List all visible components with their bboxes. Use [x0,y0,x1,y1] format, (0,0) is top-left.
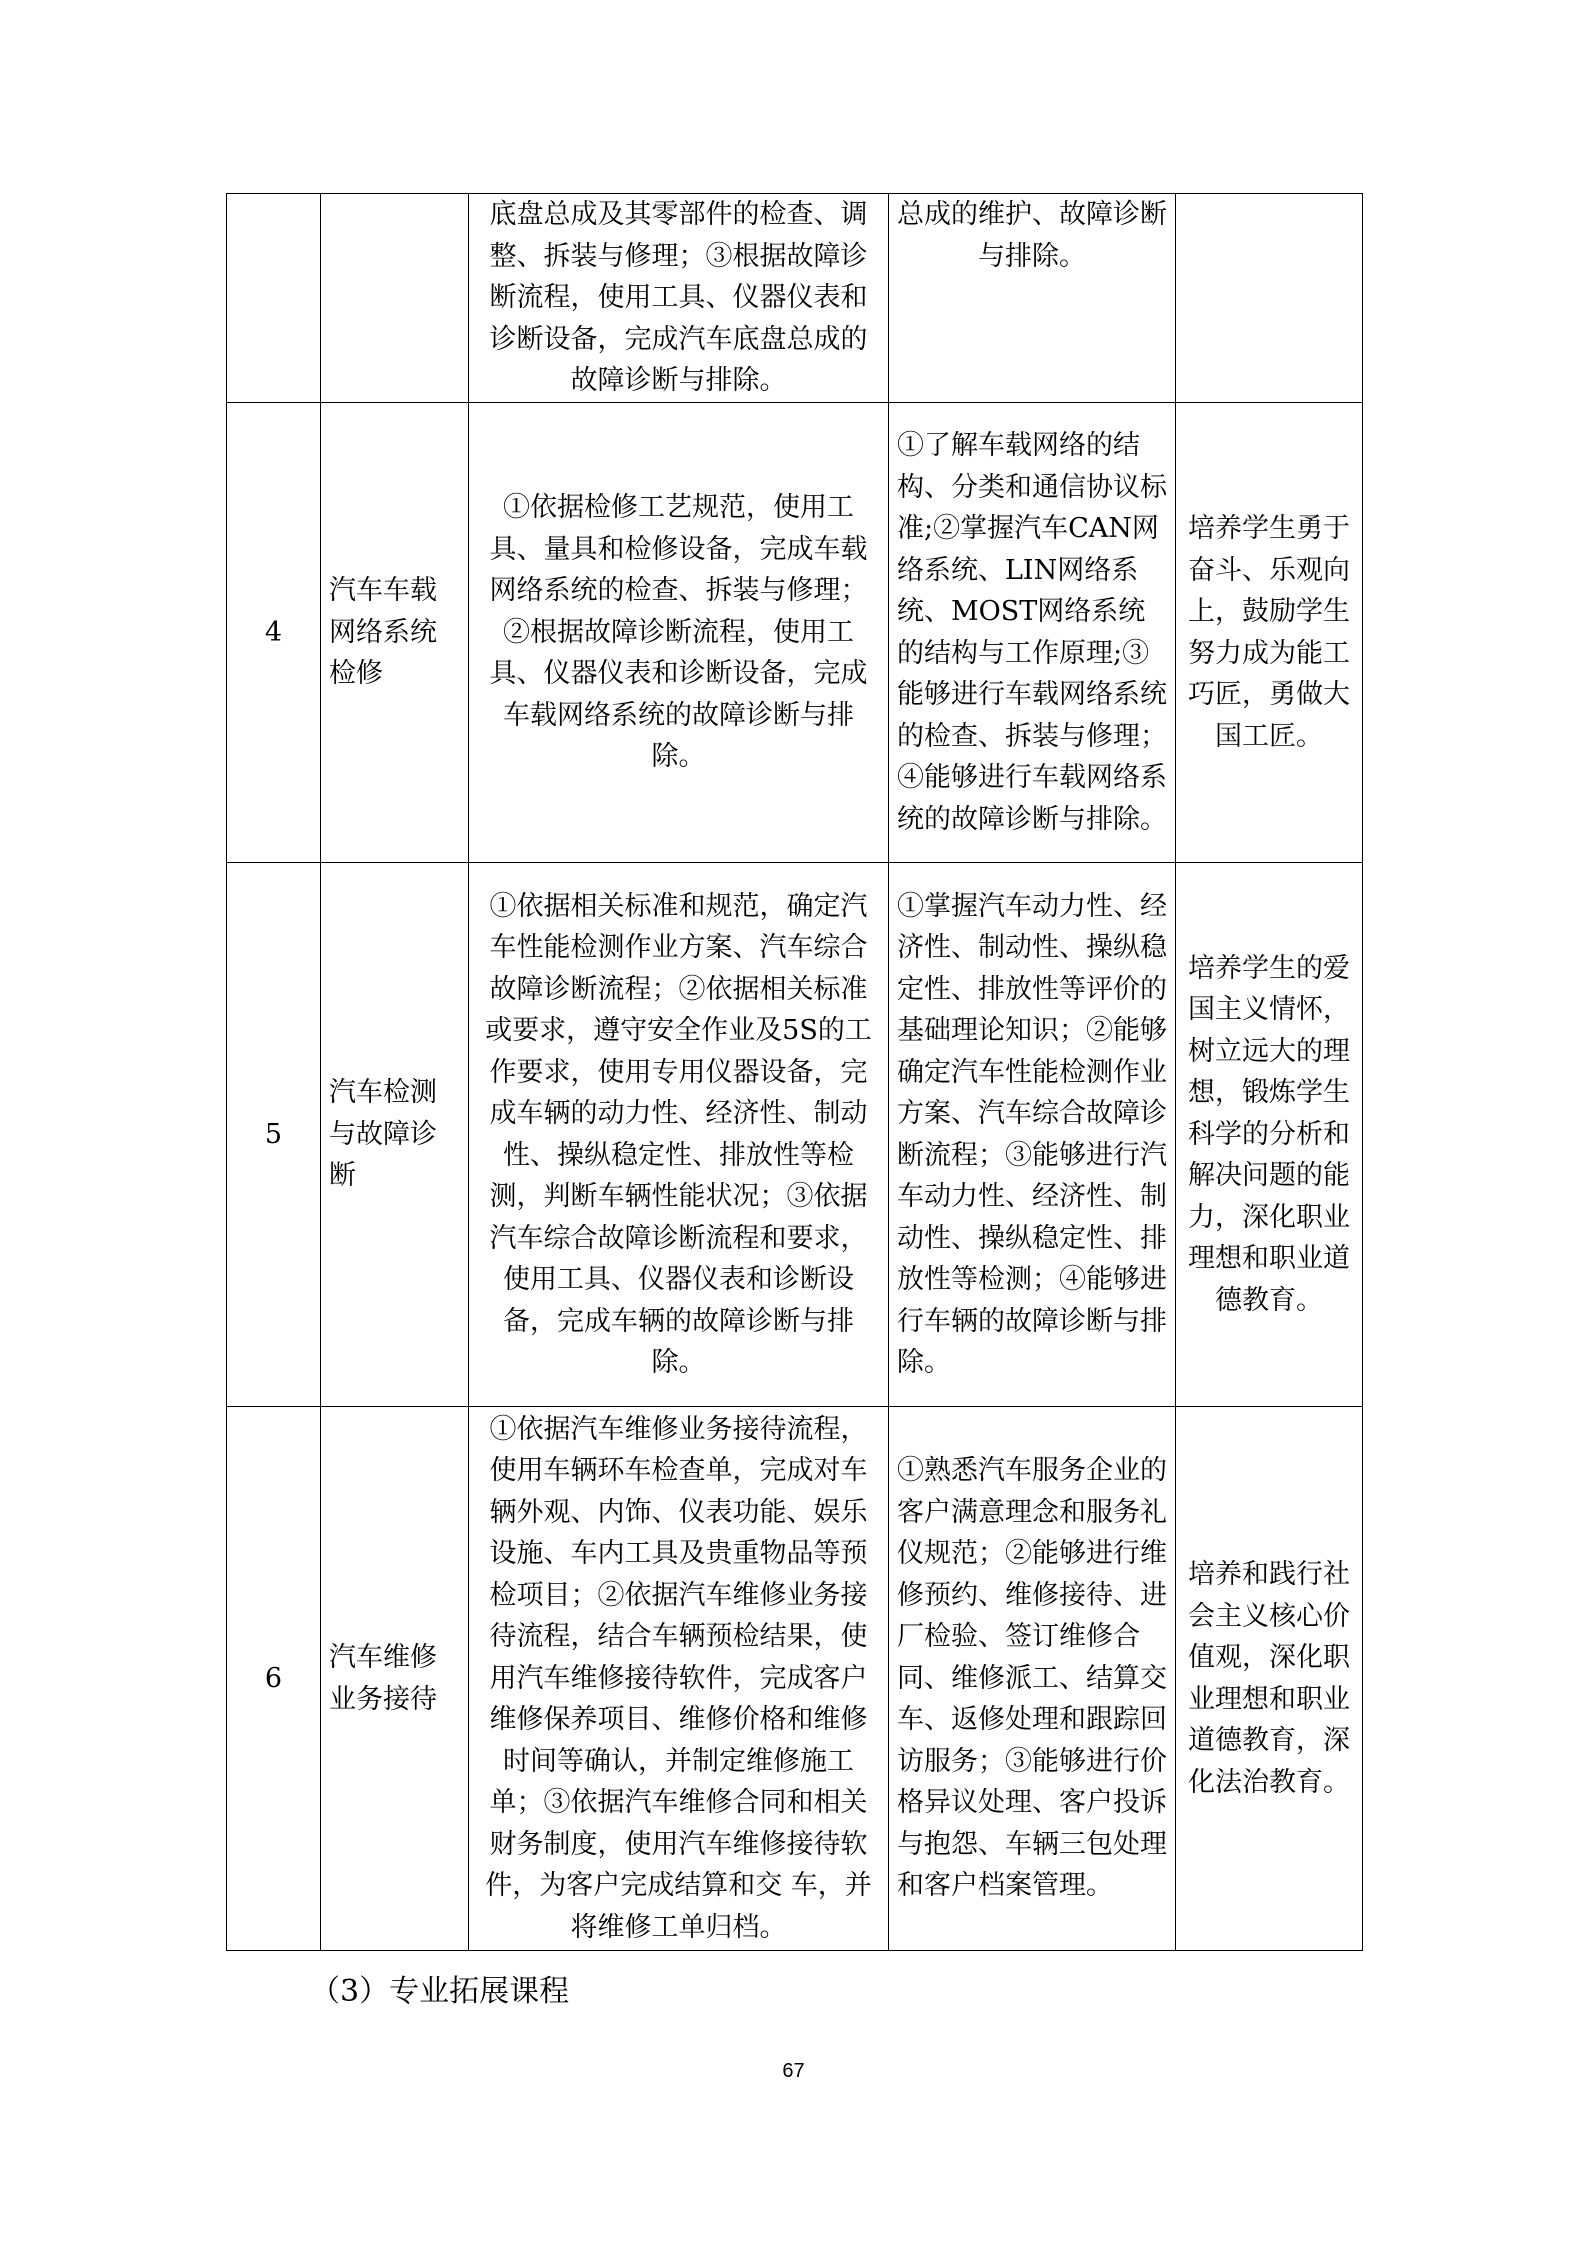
course-name-cell: 汽车检测与故障诊断 [321,863,469,1407]
section-heading: （3）专业拓展课程 [310,1974,570,2009]
course-index-cell [227,194,321,403]
typical-tasks-text: ①依据相关标准和规范，确定汽车性能检测作业方案、汽车综合故障诊断流程；②依据相关标准或要求，遵守安全作业及5S的工作要求，使用专用仪器设备，完成车辆的动力性、经济性、制动性、操纵稳定性、排放性等检测，判断车辆性能状况；③依据汽车综合故障诊断流程和要求，使用工具、仪器仪表和诊断设备，完成车辆的故障诊断与排除。 [485,890,872,1378]
course-index-cell: 5 [227,863,321,1407]
table-row [227,194,1363,403]
typical-tasks-cell [469,403,889,863]
knowledge-skills-text: ①了解车载网络的结构、分类和通信协议标准;②掌握汽车CAN网络系统、LIN网络系统、MOST网络系统的结构与工作原理;③能够进行车载网络系统的检查、拆装与修理；④能够进行车载网络系统的故障诊断与排除。 [897,430,1167,835]
typical-tasks-cell [469,194,889,403]
curriculum-table [226,193,1363,1951]
page-number: 67 [782,2060,805,2082]
course-name-cell: 汽车车载网络系统检修 [321,403,469,863]
course-index-cell: 4 [227,403,321,863]
knowledge-skills-cell [889,1407,1176,1951]
knowledge-skills-cell [889,194,1176,403]
ideology-education-cell: 培养学生的爱国主义情怀，树立远大的理想，锻炼学生科学的分析和解决问题的能力，深化职业理想和职业道德教育。 [1176,863,1363,1407]
knowledge-skills-text: 总成的维护、故障诊断与排除。 [897,199,1167,272]
course-index-cell: 6 [227,1407,321,1951]
knowledge-skills-cell [889,403,1176,863]
ideology-education-cell: 培养和践行社会主义核心价值观，深化职业理想和职业道德教育，深化法治教育。 [1176,1407,1363,1951]
table-row [227,1407,1363,1951]
course-name-cell [321,194,469,403]
typical-tasks-text: ①依据汽车维修业务接待流程，使用车辆环车检查单，完成对车辆外观、内饰、仪表功能、娱乐设施、车内工具及贵重物品等预检项目；②依据汽车维修业务接待流程，结合车辆预检结果，使用汽车维修接待软件，完成客户维修保养项目、维修价格和维修时间等确认，并制定维修施工单；③依据汽车维修合同和相关财务制度，使用汽车维修接待软件，为客户完成结算和交 车，并将维修工单归档。 [485,1413,872,1943]
typical-tasks-text: ①依据检修工艺规范，使用工具、量具和检修设备，完成车载网络系统的检查、拆装与修理；②根据故障诊断流程，使用工具、仪器仪表和诊断设备，完成车载网络系统的故障诊断与排除。 [489,492,868,773]
course-name-cell: 汽车维修业务接待 [321,1407,469,1951]
table-row [227,403,1363,863]
knowledge-skills-cell [889,863,1176,1407]
typical-tasks-text: 底盘总成及其零部件的检查、调整、拆装与修理；③根据故障诊断流程，使用工具、仪器仪表和诊断设备，完成汽车底盘总成的故障诊断与排除。 [489,199,868,397]
ideology-education-cell [1176,194,1363,403]
typical-tasks-cell [469,863,889,1407]
knowledge-skills-text: ①掌握汽车动力性、经济性、制动性、操纵稳定性、排放性等评价的基础理论知识；②能够确定汽车性能检测作业方案、汽车综合故障诊断流程；③能够进行汽车动力性、经济性、制动性、操纵稳定性、排放性等检测；④能够进行车辆的故障诊断与排除。 [897,890,1167,1378]
ideology-education-cell: 培养学生勇于奋斗、乐观向上，鼓励学生努力成为能工巧匠，勇做大国工匠。 [1176,403,1363,863]
table-row [227,863,1363,1407]
knowledge-skills-text: ①熟悉汽车服务企业的客户满意理念和服务礼仪规范；②能够进行维修预约、维修接待、进厂检验、签订维修合同、维修派工、结算交车、返修处理和跟踪回访服务；③能够进行价格异议处理、客户投诉与抱怨、车辆三包处理和客户档案管理。 [897,1455,1167,1902]
typical-tasks-cell [469,1407,889,1951]
